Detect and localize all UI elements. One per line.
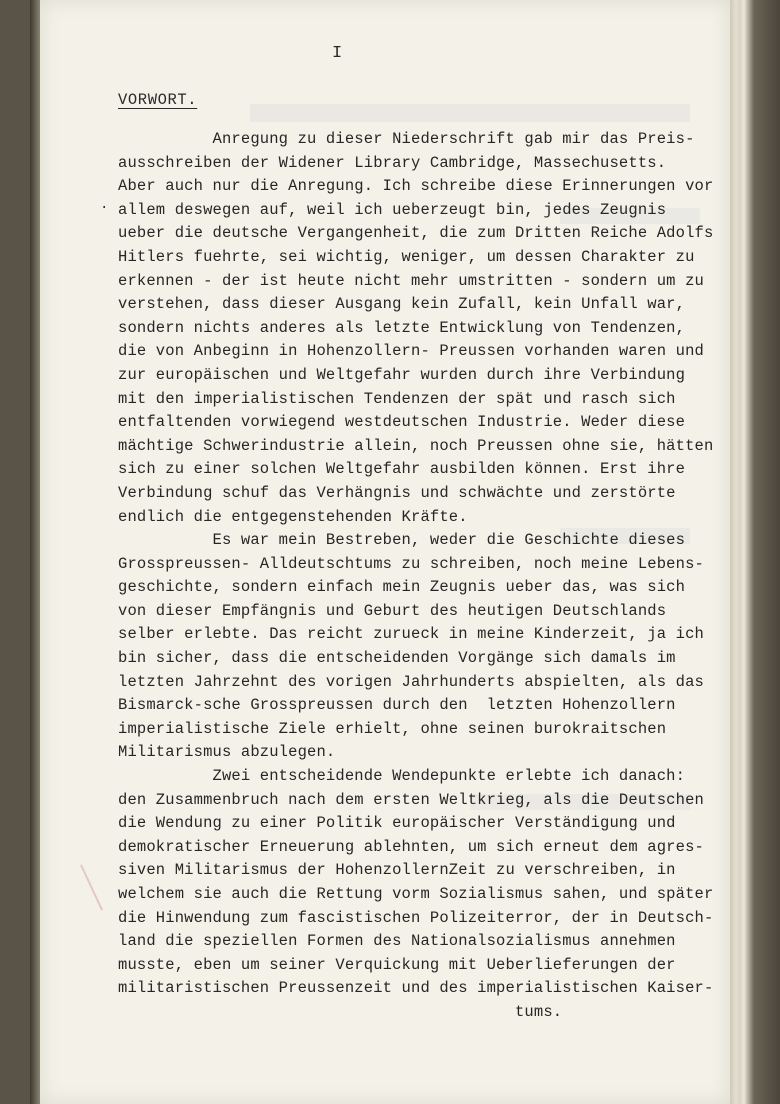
text-line: entfaltenden vorwiegend westdeutschen Industrie. Weder diese — [118, 413, 686, 432]
text-line: letzten Jahrzehnt des vorigen Jahrhunderts abspielten, als das — [118, 672, 704, 691]
text-line: demokratischer Erneuerung ablehnten, um sich erneut dem agres- — [118, 837, 704, 856]
text-line: erkennen - der ist heute nicht mehr umstritten - sondern um zu — [118, 271, 704, 290]
text-line: Bismarck-sche Grosspreussen durch den letzten Hohenzollern — [118, 696, 676, 715]
text-line: siven Militarismus der HohenzollernZeit zu verschreiben, in — [118, 861, 676, 880]
text-line: Verbindung schuf das Verhängnis und schwächte und zerstörte — [118, 483, 676, 502]
body-text — [118, 128, 714, 1025]
text-line: selber erlebte. Das reicht zurueck in meine Kinderzeit, ja ich — [118, 625, 704, 644]
text-line: Es war mein Bestreben, weder die Geschichte dieses — [118, 531, 686, 550]
text-line: ueber die deutsche Vergangenheit, die zum Dritten Reiche Adolfs — [118, 224, 714, 243]
margin-mark: · — [100, 200, 109, 216]
text-line: Zwei entscheidende Wendepunkte erlebte ich danach: — [118, 767, 686, 786]
binding-shadow — [30, 0, 40, 1104]
text-line: tums. — [118, 1002, 563, 1021]
text-line: zur europäischen und Weltgefahr wurden durch ihre Verbindung — [118, 365, 686, 384]
page-number: I — [332, 44, 344, 63]
text-line: verstehen, dass dieser Ausgang kein Zufall, kein Unfall war, — [118, 295, 686, 314]
text-line: die Wendung zu einer Politik europäischer Verständigung und — [118, 814, 676, 833]
text-line: Anregung zu dieser Niederschrift gab mir das Preis- — [118, 130, 695, 148]
text-line: mächtige Schwerindustrie allein, noch Preussen ohne sie, hätten — [118, 436, 714, 455]
text-line: land die speziellen Formen des Nationalsozialismus annehmen — [118, 932, 676, 951]
text-line: sondern nichts anderes als letzte Entwicklung von Tendenzen, — [118, 318, 686, 337]
text-line: geschichte, sondern einfach mein Zeugnis ueber das, was sich — [118, 578, 686, 597]
text-line: endlich die entgegenstehenden Kräfte. — [118, 507, 468, 526]
text-line: Aber auch nur die Anregung. Ich schreibe diese Erinnerungen vor — [118, 177, 714, 196]
text-line: die von Anbeginn in Hohenzollern- Preussen vorhanden waren und — [118, 342, 704, 361]
text-line: militaristischen Preussenzeit und des imperialistischen Kaiser- — [118, 979, 714, 998]
text-line: mit den imperialistischen Tendenzen der spät und rasch sich — [118, 389, 676, 408]
text-line: bin sicher, dass die entscheidenden Vorgänge sich damals im — [118, 649, 676, 668]
text-line: musste, eben um seiner Verquickung mit Ueberlieferungen der — [118, 955, 676, 974]
text-line: von dieser Empfängnis und Geburt des heutigen Deutschlands — [118, 601, 667, 620]
show-through-shading — [250, 104, 690, 122]
text-line: Grosspreussen- Alldeutschtums zu schreiben, noch meine Lebens- — [118, 554, 704, 573]
page-heading: VORWORT. — [118, 91, 198, 109]
text-line: allem deswegen auf, weil ich ueberzeugt bin, jedes Zeugnis — [118, 200, 667, 219]
text-line: ausschreiben der Widener Library Cambridge, Massechusetts. — [118, 153, 667, 172]
text-line: Hitlers fuehrte, sei wichtig, weniger, um dessen Charakter zu — [118, 247, 695, 266]
text-line: die Hinwendung zum fascistischen Polizeiterror, der in Deutsch- — [118, 908, 714, 927]
text-line: imperialistische Ziele erhielt, ohne seinen burokraitschen — [118, 719, 667, 738]
page-stack-edge — [730, 0, 780, 1104]
text-line: sich zu einer solchen Weltgefahr ausbilden können. Erst ihre — [118, 460, 686, 479]
text-line: welchem sie auch die Rettung vorm Sozialismus sahen, und später — [118, 885, 714, 903]
text-line: den Zusammenbruch nach dem ersten Weltkrieg, als die Deutschen — [118, 790, 704, 809]
text-line: Militarismus abzulegen. — [118, 743, 336, 762]
